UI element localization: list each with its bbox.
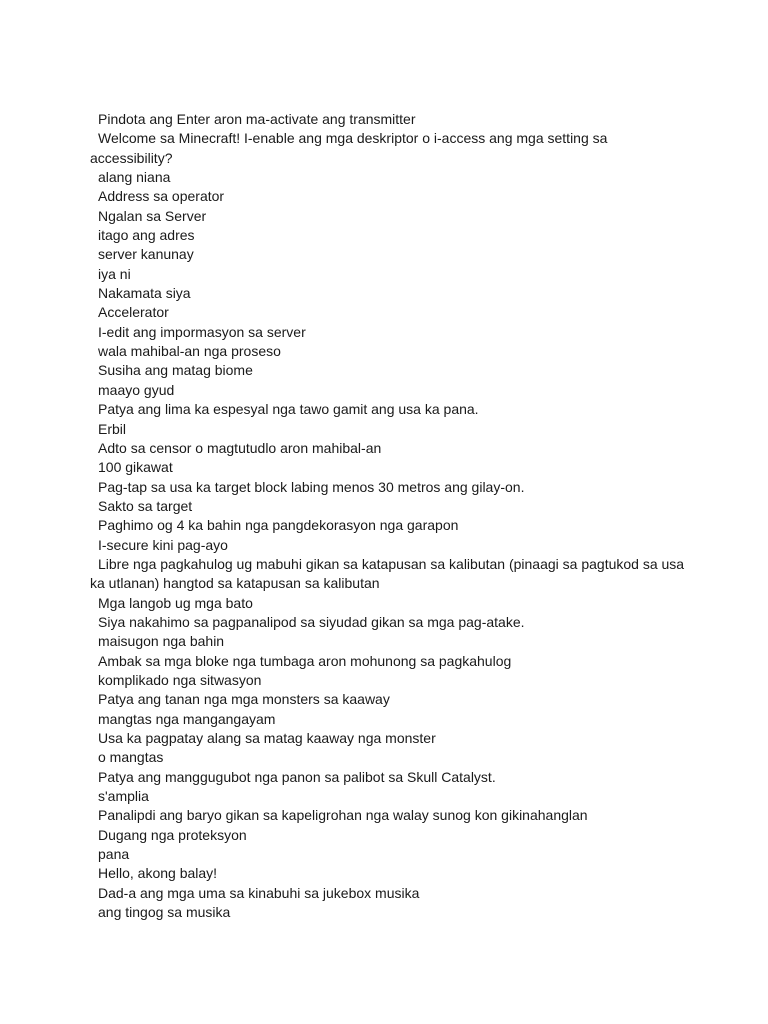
text-line-continuation: ka utlanan) hangtod sa katapusan sa kalibutan — [90, 575, 380, 592]
text-line: Pindota ang Enter aron ma-activate ang transmitter — [98, 111, 416, 127]
text-line: Welcome sa Minecraft! I-enable ang mga deskriptor o i-access ang mga setting sa — [98, 130, 608, 147]
text-line: s'amplia — [98, 788, 149, 805]
text-line: ang tingog sa musika — [98, 904, 231, 921]
text-line: Patya ang manggugubot nga panon sa palibot sa Skull Catalyst. — [98, 768, 496, 785]
text-line: Mga langob ug mga bato — [98, 594, 253, 611]
text-lines — [90, 110, 690, 922]
text-line: o mangtas — [98, 749, 164, 766]
text-line: itago ang adres — [98, 227, 195, 244]
text-line: Pag-tap sa usa ka target block labing menos 30 metros ang gilay-on. — [98, 478, 525, 495]
text-line: alang niana — [98, 169, 171, 186]
text-line: Ngalan sa Server — [98, 207, 207, 224]
text-line: Dugang nga proteksyon — [98, 826, 247, 843]
text-line: Susiha ang matag biome — [98, 362, 253, 379]
text-line: iya ni — [98, 265, 131, 282]
text-line: Paghimo og 4 ka bahin nga pangdekorasyon nga garapon — [98, 517, 459, 534]
text-line-continuation: accessibility? — [90, 149, 173, 166]
text-line: mangtas nga mangangayam — [98, 710, 276, 727]
text-line: Address sa operator — [98, 188, 225, 205]
text-line: pana — [98, 846, 130, 863]
text-line: Siya nakahimo sa pagpanalipod sa siyudad gikan sa mga pag-atake. — [98, 613, 525, 630]
text-line: Patya ang tanan nga mga monsters sa kaaway — [98, 691, 390, 708]
text-line: Hello, akong balay! — [98, 865, 218, 882]
text-line: Patya ang lima ka espesyal nga tawo gamit ang usa ka pana. — [98, 401, 479, 418]
text-line: maisugon nga bahin — [98, 633, 225, 650]
text-line: I-edit ang impormasyon sa server — [98, 323, 306, 340]
text-line: Adto sa censor o magtutudlo aron mahibal-an — [98, 439, 382, 456]
text-line: server kanunay — [98, 246, 194, 263]
text-line: komplikado nga sitwasyon — [98, 671, 262, 688]
text-line: Panalipdi ang baryo gikan sa kapeligrohan nga walay sunog kon gikinahanglan — [98, 807, 588, 824]
text-line: Accelerator — [98, 304, 169, 321]
text-line: Dad-a ang mga uma sa kinabuhi sa jukebox musika — [98, 884, 420, 901]
text-line: I-secure kini pag-ayo — [98, 536, 228, 553]
text-line: Erbil — [98, 420, 127, 437]
text-line: Nakamata siya — [98, 285, 191, 302]
text-line: Libre nga pagkahulog ug mabuhi gikan sa katapusan sa kalibutan (pinaagi sa pagtukod sa usa — [98, 555, 685, 572]
text-line: wala mahibal-an nga proseso — [98, 343, 281, 360]
text-line: Usa ka pagpatay alang sa matag kaaway nga monster — [98, 730, 436, 746]
text-line: Ambak sa mga bloke nga tumbaga aron mohunong sa pagkahulog — [98, 652, 512, 669]
text-line: Sakto sa target — [98, 497, 193, 514]
text-line: 100 gikawat — [98, 459, 173, 476]
text-line: maayo gyud — [98, 381, 175, 398]
